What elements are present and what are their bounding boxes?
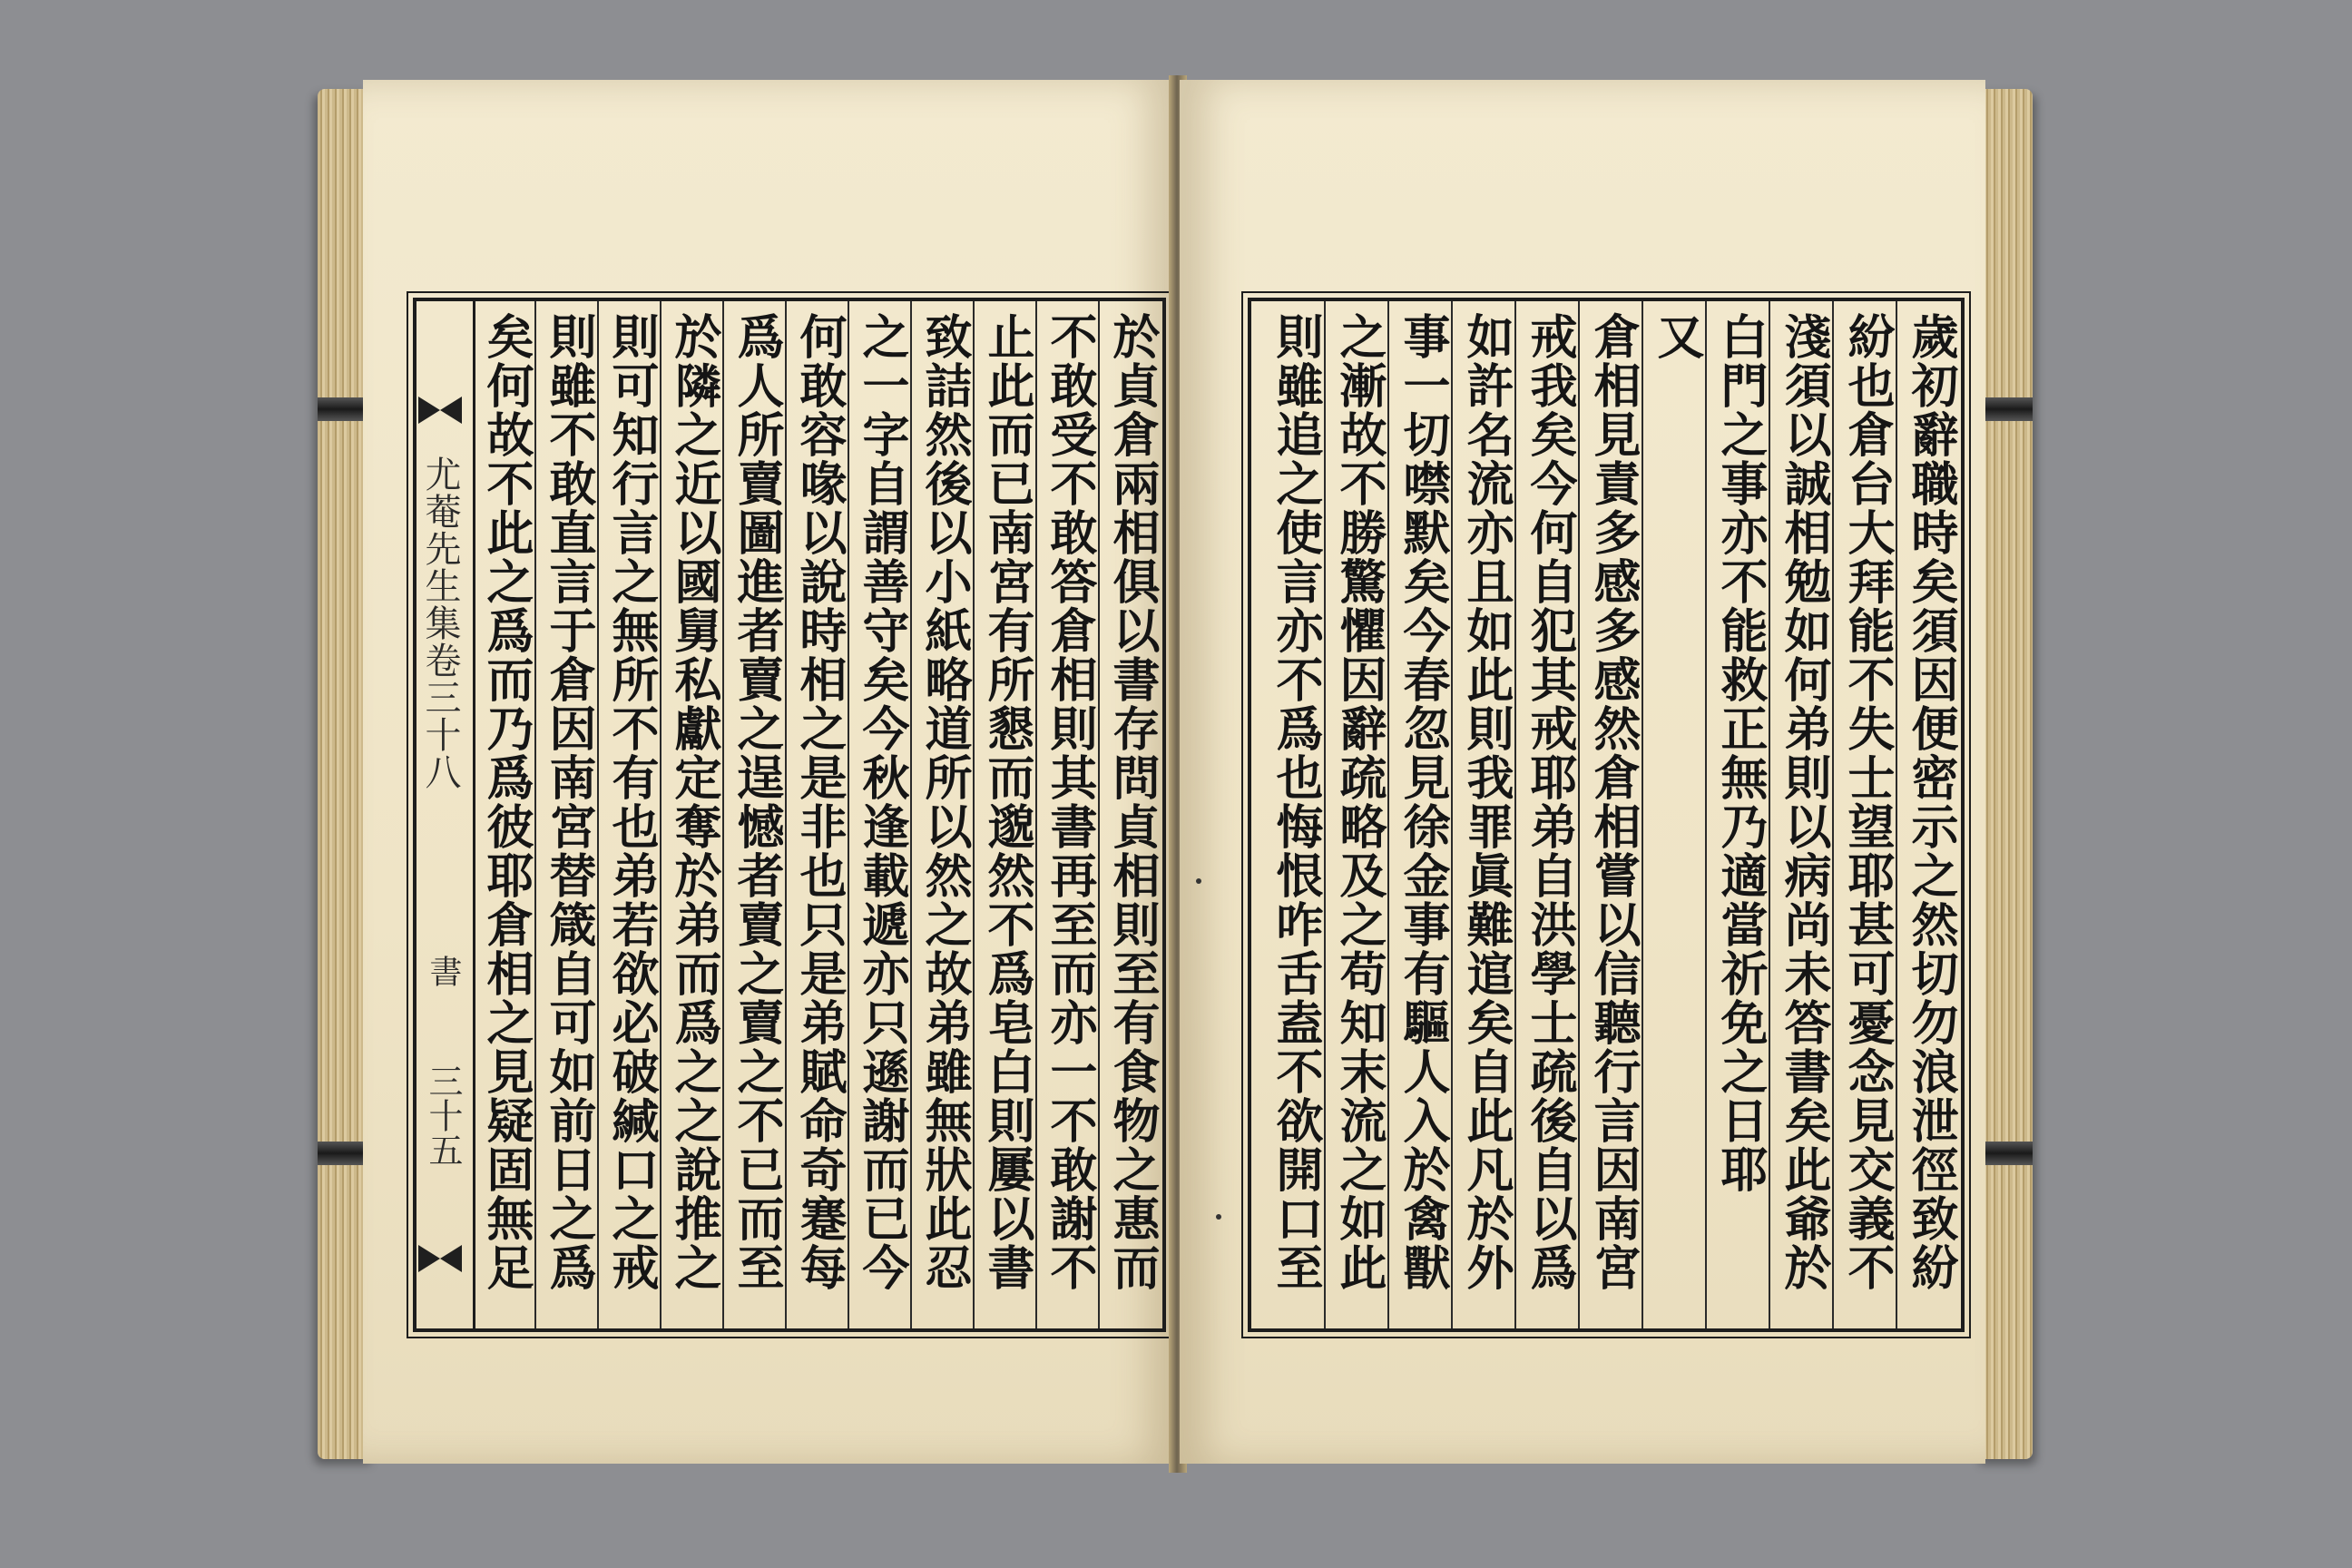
right-page-text-frame [1248,298,1965,1332]
column-rule [1451,301,1453,1328]
column-rule [534,301,536,1328]
text-column: 倉相見責多感多感然倉相嘗以信聽行言因南宮 [1585,312,1641,1292]
text-column: 不敢受不敢答倉相則其書再至而亦一不敢謝不 [1042,312,1097,1292]
column-rule [1705,301,1707,1328]
column-rule [1324,301,1326,1328]
text-column: 又 [1649,312,1704,361]
column-rule [1642,301,1643,1328]
text-column: 白門之事亦不能救正無乃適當祈免之日耶 [1712,312,1768,1194]
text-column: 淺須以誠相勉如何弟則以病尚未答書矣此爺於 [1776,312,1831,1292]
column-rule [722,301,724,1328]
text-column: 之一字自謂善守矣今秋逢載遞亦只遜謝而已今 [854,312,909,1292]
column-rule [848,301,849,1328]
column-rule [1578,301,1580,1328]
text-column: 戒我矣今何自犯其戒耶弟自洪學士疏後自以爲 [1522,312,1577,1292]
text-column: 紛也倉台大拜能不失士望耶甚可憂念見交義不 [1839,312,1895,1292]
left-page-text-frame [413,298,1166,1332]
text-column: 於貞倉兩相俱以書存問貞相則至有食物之惠而 [1104,312,1160,1292]
text-column: 則雖追之使言亦不爲也悔恨咋舌盍不欲開口至 [1268,312,1323,1292]
fish-tail-mark-bottom [418,1245,462,1272]
column-rule [1035,301,1037,1328]
center-column [407,301,475,1328]
ink-speck [1216,1214,1221,1220]
open-book [318,71,2033,1482]
text-column: 止此而已南宮有所懇而邈然不爲皂白則屢以書 [979,312,1034,1292]
text-column: 如許名流亦且如此則我罪眞難逭矣自此凡於外 [1458,312,1514,1292]
column-rule [973,301,975,1328]
fish-tail-mark-top [418,397,462,424]
column-rule [910,301,912,1328]
left-page [363,80,1175,1464]
text-column: 於隣之近以國舅私獻定奪於弟而爲之之說推之 [666,312,721,1292]
text-column: 爲人所賣圖進者賣之逞憾者賣之賣之不已而至 [729,312,784,1292]
column-rule [1769,301,1770,1328]
column-rule [1896,301,1897,1328]
ink-speck [1196,878,1201,884]
text-column: 何敢容喙以說時相之是非也只是弟賦命奇蹇每 [791,312,847,1292]
leaf-number: 三十五 [423,1063,463,1167]
right-page [1180,80,1985,1464]
running-title: 尤菴先生集卷三十八 [419,456,461,790]
text-column: 則可知行言之無所不有也弟若欲必破緘口之戒 [603,312,659,1292]
column-rule [785,301,787,1328]
column-rule [1387,301,1389,1328]
text-column: 事一切噤默矣今春忽見徐金事有驅人入於禽獸 [1395,312,1450,1292]
section-label: 書 [425,955,462,987]
text-column: 則雖不敢直言于倉因南宮替箴自可如前日之爲 [541,312,596,1292]
column-rule [660,301,662,1328]
text-column: 矣何故不此之爲而乃爲彼耶倉相之見疑固無足 [478,312,534,1292]
column-rule [1098,301,1100,1328]
text-column: 之漸故不勝驚懼因辭疏略及之苟知末流之如此 [1331,312,1387,1292]
column-rule [1514,301,1516,1328]
text-column: 歲初辭職時矣須因便密示之然切勿浪泄徑致紛 [1903,312,1958,1292]
column-rule [1832,301,1834,1328]
column-rule [597,301,599,1328]
text-column: 致詰然後以小紙略道所以然之故弟雖無狀此忍 [916,312,972,1292]
